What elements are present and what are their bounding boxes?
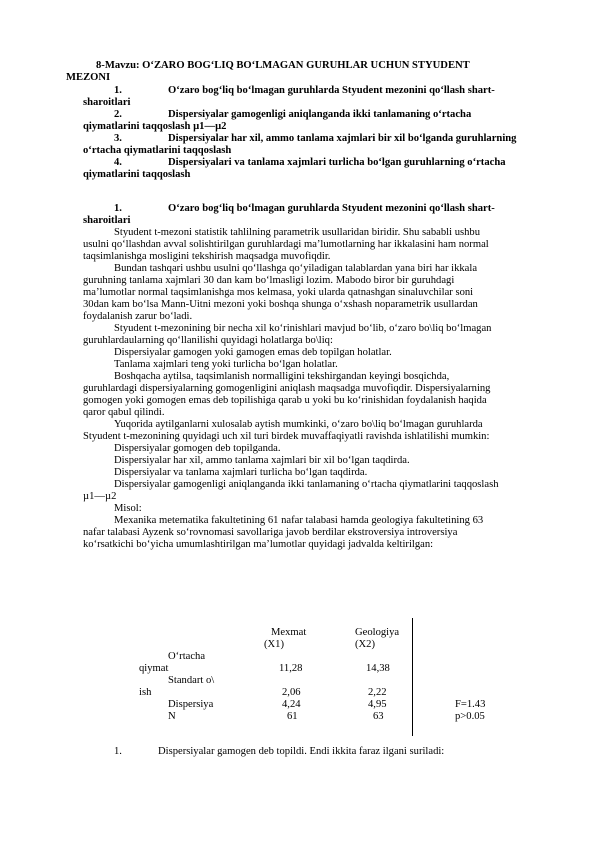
body-line: Dispersiyalar har xil, ammo tanlama xajmlari bir xil bo‘lgan taqdirda. <box>114 455 410 466</box>
body-line: 30dan kam bo‘lsa Mann-Uitni mezoni yoki boshqa shunga o‘xshash noparametrik usullardan <box>83 299 478 310</box>
section-1-num: 1. <box>114 203 122 214</box>
cell-mexmat-mean: 11,28 <box>279 663 303 674</box>
cell-geologiya-variance: 4,95 <box>368 699 387 710</box>
body-line: Dispersiyalar gamogenligi aniqlanganda ikki tanlamaning o‘rtacha qiymatlarini taqqoslash <box>114 479 499 490</box>
body-line: Bundan tashqari ushbu usulni qo‘llashga qo‘yiladigan talablardan yana biri har ikkala <box>114 263 478 274</box>
toc-1-line-2: sharoitlari <box>83 97 131 108</box>
body-line: Dispersiyalar va tanlama xajmlari turlicha bo‘lgan taqdirda. <box>114 467 368 478</box>
section-1-heading-line-1: O‘zaro bog‘liq bo‘lmagan guruhlarda Styudent mezonini qo‘llash shart- <box>168 203 495 214</box>
toc-1-line-1: O‘zaro bog‘liq bo‘lmagan guruhlarda Styudent mezonini qo‘llash shart- <box>168 85 495 96</box>
cell-mexmat-n: 61 <box>287 711 298 722</box>
toc-1-num: 1. <box>114 85 122 96</box>
toc-3-num: 3. <box>114 133 122 144</box>
body-line: taqsimlanishga mosligini tekshirish maqsadga muvofiqdir. <box>83 251 331 262</box>
final-text: Dispersiyalar gamogen deb topildi. Endi ikkita faraz ilgani suriladi: <box>158 746 445 757</box>
body-line: Dispersiyalar gamogen yoki gamogen emas deb topilgan holatlar. <box>114 347 392 358</box>
col-header-x1: (X1) <box>264 639 285 650</box>
row-label-dispersiya: Dispersiya <box>168 699 214 710</box>
cell-mexmat-variance: 4,24 <box>282 699 301 710</box>
body-line: Tanlama xajmlari teng yoki turlicha bo‘lgan holatlar. <box>114 359 338 370</box>
toc-4-line-2: qiymatlarini taqqoslash <box>83 169 191 180</box>
col-header-geologiya: Geologiya <box>355 627 400 638</box>
body-line: usulni qo‘llashdan avval solishtirilgan guruhlardagi ma’lumotlarning har ikkalasini ham normal <box>83 239 489 250</box>
body-line: Boshqacha aytilsa, taqsimlanish normalligini tekshirgandan keyingi bosqichda, <box>114 371 450 382</box>
toc-3-line-2: o‘rtacha qiymatlarini taqqoslash <box>83 145 232 156</box>
body-line: Yuqorida aytilganlarni xulosalab aytish mumkinki, o‘zaro bo\liq bo‘lmagan guruhlarda <box>114 419 483 430</box>
body-line: Styudent t-mezonining quyidagi uch xil turi birdek muvaffaqiyatli ravishda ishlatilishi mumkin: <box>83 431 490 442</box>
title-line-2: MEZONI <box>66 72 111 83</box>
row-label-n: N <box>168 711 176 722</box>
body-line: guruhning tanlama xajmlari 30 dan kam bo‘lmasligi lozim. Mabodo biror bir guruhdagi <box>83 275 455 286</box>
cell-geologiya-n: 63 <box>373 711 384 722</box>
body-line: Dispersiyalar gomogen deb topilganda. <box>114 443 281 454</box>
body-line: foydalanish zarur bo‘ladi. <box>83 311 193 322</box>
title-line-1: 8-Mavzu: O‘ZARO BOG‘LIQ BO‘LMAGAN GURUHLAR UCHUN STYUDENT <box>96 60 470 71</box>
row-label-standart: Standart o\ <box>168 675 215 686</box>
cell-p-value: p>0.05 <box>455 711 485 722</box>
cell-geologiya-mean: 14,38 <box>366 663 390 674</box>
body-line: guruhlardagi dispersiyalarning gomogenligini aniqlash maqsadga muvofiqdir. Dispersiyalarning <box>83 383 491 394</box>
row-label-ortacha: O‘rtacha <box>168 651 206 662</box>
body-line: µ1—µ2 <box>83 491 117 502</box>
body-line: Mexanika metematika fakultetining 61 nafar talabasi hamda geologiya fakultetining 63 <box>114 515 484 526</box>
section-1-heading-line-2: sharoitlari <box>83 215 131 226</box>
cell-geologiya-sd: 2,22 <box>368 687 387 698</box>
toc-2-num: 2. <box>114 109 122 120</box>
table-divider-line <box>412 618 413 736</box>
body-line: gomogen yoki gomogen emas deb topilishiga qarab u yoki bu ko‘rinishidan foydalanish haqida <box>83 395 487 406</box>
col-header-mexmat: Mexmat <box>271 627 307 638</box>
final-num: 1. <box>114 746 122 757</box>
cell-f-statistic: F=1.43 <box>455 699 486 710</box>
body-line: nafar talabasi Ayzenk so‘rovnomasi savollariga javob berdilar ekstroversiya introversiya <box>83 527 458 538</box>
body-line: Misol: <box>114 503 142 514</box>
toc-4-line-1: Dispersiyalari va tanlama xajmlari turlicha bo‘lgan guruhlarning o‘rtacha <box>168 157 506 168</box>
body-line: Styudent t-mezonining bir necha xil ko‘rinishlari mavjud bo‘lib, o‘zaro bo\liq bo‘lmagan <box>114 323 492 334</box>
body-line: guruhlardaularning qo‘llanilishi quyidagi holatlarga bo\liq: <box>83 335 333 346</box>
body-line: ma’lumotlar normal taqsimlanishga mos kelmasa, yoki ularda qatnashgan sinaluvchilar soni <box>83 287 474 298</box>
toc-3-line-1: Dispersiyalar har xil, ammo tanlama xajmlari bir xil bo‘lganda guruhlarning <box>168 133 517 144</box>
body-line: qaror qabul qilindi. <box>83 407 165 418</box>
toc-2-line-2: qiymatlarini taqqoslash µ1—µ2 <box>83 121 227 132</box>
body-line: ko‘rsatkichi bo‘yicha umumlashtirilgan ma’lumotlar quyidagi jadvalda keltirilgan: <box>83 539 434 550</box>
cell-mexmat-sd: 2,06 <box>282 687 301 698</box>
row-label-ish: ish <box>139 687 152 698</box>
toc-4-num: 4. <box>114 157 122 168</box>
col-header-x2: (X2) <box>355 639 376 650</box>
toc-2-line-1: Dispersiyalar gamogenligi aniqlanganda ikki tanlamaning o‘rtacha <box>168 109 472 120</box>
row-label-qiymat: qiymat <box>139 663 169 674</box>
body-line: Styudent t-mezoni statistik tahlilning parametrik usullaridan biridir. Shu sababli ushbu <box>114 227 481 238</box>
